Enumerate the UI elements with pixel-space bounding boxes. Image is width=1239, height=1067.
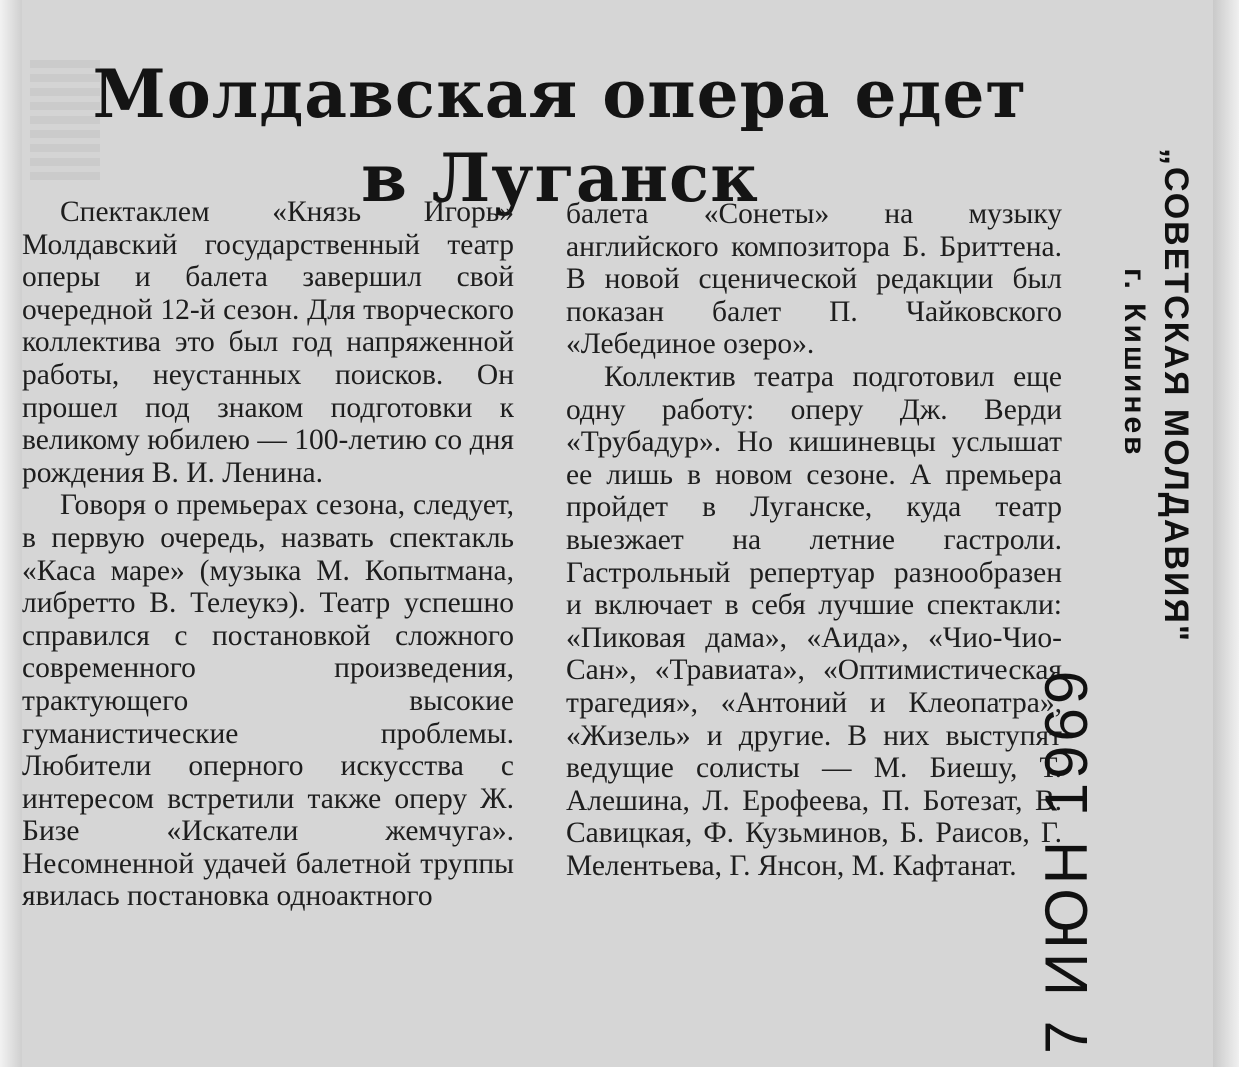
headline-line-2: в Луганск [361, 139, 759, 218]
newspaper-source-annotation [1108, 148, 1198, 678]
paragraph: балета «Сонеты» на музыку английского композитора Б. Бриттена. В новой сценической редакции был показан балет П. Чайковского «Лебединое озеро». [566, 198, 1062, 361]
article-column-1 [22, 196, 514, 913]
paragraph: Говоря о премьерах сезона, следует, в первую очередь, назвать спектакль «Каса маре» (музыка М. Копытмана, либретто В. Телеукэ). Театр успешно справился с постановкой сложного современного произведения, трактующего высокие гуманистические проблемы. Любители оперного искусства с интересом встретили также оперу Ж. Бизе «Искатели жемчуга». Несомненной удачей балетной труппы явилась постановка одноактного [22, 489, 514, 913]
paragraph: Коллектив театра подготовил еще одну работу: оперу Дж. Верди «Трубадур». Но кишиневцы услышат ее лишь в новом сезоне. А премьера пройдет в Луганске, куда театр выезжает на летние гастроли. Гастрольный репертуар разнообразен и включает в себя лучшие спектакли: «Пиковая дама», «Аида», «Чио-Чио-Сан», «Травиата», «Оптимистическая трагедия», «Антоний и Клеопатра», «Жизель» и другие. В них выступят ведущие солисты — М. Биешу, Т. Алешина, Л. Ерофеева, П. Ботезат, В. Савицкая, Ф. Кузьминов, Б. Раисов, Г. Мелентьева, Г. Янсон, М. Кафтанат. [566, 360, 1062, 882]
newspaper-city: г. Кишинев [1118, 268, 1151, 458]
date-stamp: 7 ИЮН 1969 [1033, 666, 1100, 1054]
article-column-2 [566, 198, 1062, 882]
headline-line-1: Молдавская опера едет [92, 55, 1028, 134]
paper-edge-left [0, 0, 22, 1067]
newspaper-name: „СОВЕТСКАЯ МОЛДАВИЯ" [1157, 148, 1195, 643]
paragraph: Спектаклем «Князь Игорь» Молдавский государственный театр оперы и балета завершил свой очередной 12-й сезон. Для творческого коллектива это был год напряженной работы, неустанных поисков. Он прошел под знаком подготовки к великому юбилею — 100-летию со дня рождения В. И. Ленина. [22, 196, 514, 489]
paper-edge-right [1213, 0, 1239, 1067]
